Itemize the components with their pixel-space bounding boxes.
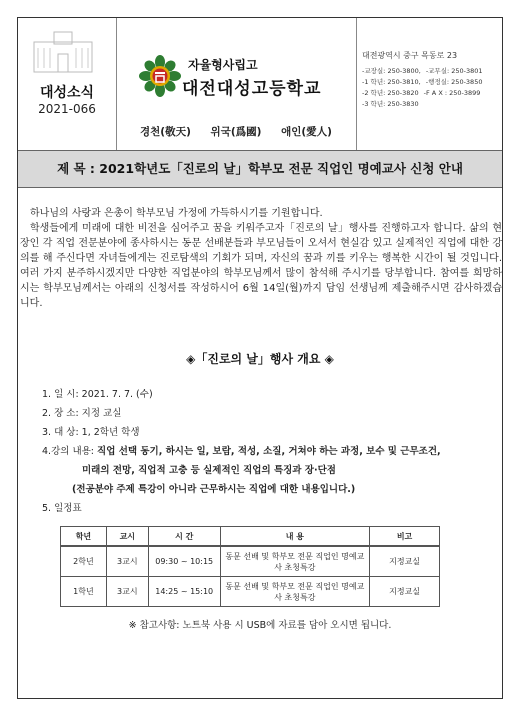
issue-box — [18, 18, 117, 150]
table-cell: 3교시 — [106, 546, 148, 577]
phone-row — [362, 77, 483, 88]
issue-number: 2021-066 — [38, 102, 96, 116]
phone-list — [362, 66, 483, 110]
body-text — [20, 206, 502, 311]
table-row — [61, 546, 440, 577]
phone-entry: -교무실: 250-3801 — [425, 67, 483, 75]
phone-row — [362, 66, 483, 77]
phone-entry: -3 학년: 250-3830 — [362, 100, 419, 108]
letterhead — [18, 18, 502, 150]
event-overview — [42, 387, 492, 520]
phone-entry: -교장실: 250-3800, — [362, 67, 421, 75]
phone-entry: -행정실: 250-3850 — [425, 78, 483, 86]
table-cell: 동문 선배 및 학부모 전문 직업인 명예교사 초청특강 — [220, 577, 370, 607]
main-paragraph: 학생들에게 미래에 대한 비전을 심어주고 꿈을 키워주고자「진로의 날」행사를 진행하고자 합니다. 삶의 현장인 각 직업 전문분야에 종사하시는 동문 선배분들과 부모님들이 오셔서 현실감 있고 실제적인 직업에 대한 강의를 해 주신다면 자녀들에게는 진로탐색의 기회가 되며, 자신의 꿈과 끼를 키우는 행복한 시간이 될 것입니다. 여러 가지 분주하시겠지만 다양한 직업분야의 학부모님께서 많이 참석해 주시기를 당부합니다. 참여를 희망하시는 학부모님께서는 아래의 신청서를 작성하시어 6월 14일(월)까지 담임 선생님께 제출해주시면 감사하겠습니다. — [20, 223, 502, 309]
school-address: 대전광역시 중구 목동로 23 — [362, 51, 458, 60]
column-header: 내 용 — [220, 527, 370, 547]
table-header-row — [61, 527, 440, 547]
item-target: 3. 대 상: 1, 2학년 학생 — [42, 427, 140, 438]
school-mottos — [116, 124, 356, 139]
table-cell: 동문 선배 및 학부모 전문 직업인 명예교사 초청특강 — [220, 546, 370, 577]
content-line: 미래의 전망, 직업적 고충 등 실제적인 직업의 특징과 장·단점 — [82, 465, 336, 476]
school-box — [116, 18, 357, 150]
content-line: (전공분야 주제 특강이 아니라 근무하시는 직업에 대한 내용입니다.) — [72, 484, 356, 495]
motto: 애인(愛人) — [281, 126, 332, 138]
section-title: ◈「진로의 날」행사 개요 ◈ — [186, 352, 334, 366]
table-cell: 2학년 — [61, 546, 107, 577]
column-header: 시 간 — [148, 527, 220, 547]
content-line: 직업 선택 동기, 하시는 일, 보람, 적성, 소질, 거쳐야 하는 과정, 보수 및 근무조건, — [97, 446, 441, 457]
table-cell: 지정교실 — [370, 577, 440, 607]
column-header: 비고 — [370, 527, 440, 547]
item-schedule: 5. 일정표 — [42, 503, 82, 514]
phone-row — [362, 99, 483, 110]
school-subtitle: 자율형사립고 — [188, 58, 258, 72]
item-place: 2. 장 소: 지정 교실 — [42, 408, 122, 419]
phone-row — [362, 88, 483, 99]
newsletter-name: 대성소식 — [39, 85, 95, 101]
column-header: 학년 — [61, 527, 107, 547]
item-content — [42, 444, 492, 459]
phone-entry: -F A X : 250-3899 — [423, 89, 481, 97]
content-label: 4.강의 내용: — [42, 446, 94, 457]
motto: 경천(敬天) — [140, 126, 191, 138]
table-cell: 09:30 ~ 10:15 — [148, 546, 220, 577]
table-cell: 1학년 — [61, 577, 107, 607]
table-cell: 지정교실 — [370, 546, 440, 577]
greeting-paragraph: 하나님의 사랑과 은총이 학부모님 가정에 가득하시기를 기원합니다. — [30, 208, 323, 219]
phone-entry: -1 학년: 250-3810, — [362, 78, 421, 86]
item-date: 1. 일 시: 2021. 7. 7. (수) — [42, 389, 153, 400]
table-cell: 3교시 — [106, 577, 148, 607]
school-name: 대전대성고등학교 — [182, 79, 322, 99]
reference-note: ※ 참고사항: 노트북 사용 시 USB에 자료를 담아 오시면 됩니다. — [128, 620, 392, 631]
motto: 위국(爲國) — [210, 126, 262, 138]
document-title: 제 목 : 2021학년도「진로의 날」학부모 전문 직업인 명예교사 신청 안내 — [18, 150, 502, 188]
school-emblem-icon — [138, 54, 182, 98]
phone-entry: -2 학년: 250-3820 — [362, 89, 419, 97]
table-cell: 14:25 ~ 15:10 — [148, 577, 220, 607]
table-row — [61, 577, 440, 607]
column-header: 교시 — [106, 527, 148, 547]
school-building-icon — [30, 28, 96, 76]
contact-box — [356, 18, 502, 150]
schedule-table — [60, 526, 440, 607]
